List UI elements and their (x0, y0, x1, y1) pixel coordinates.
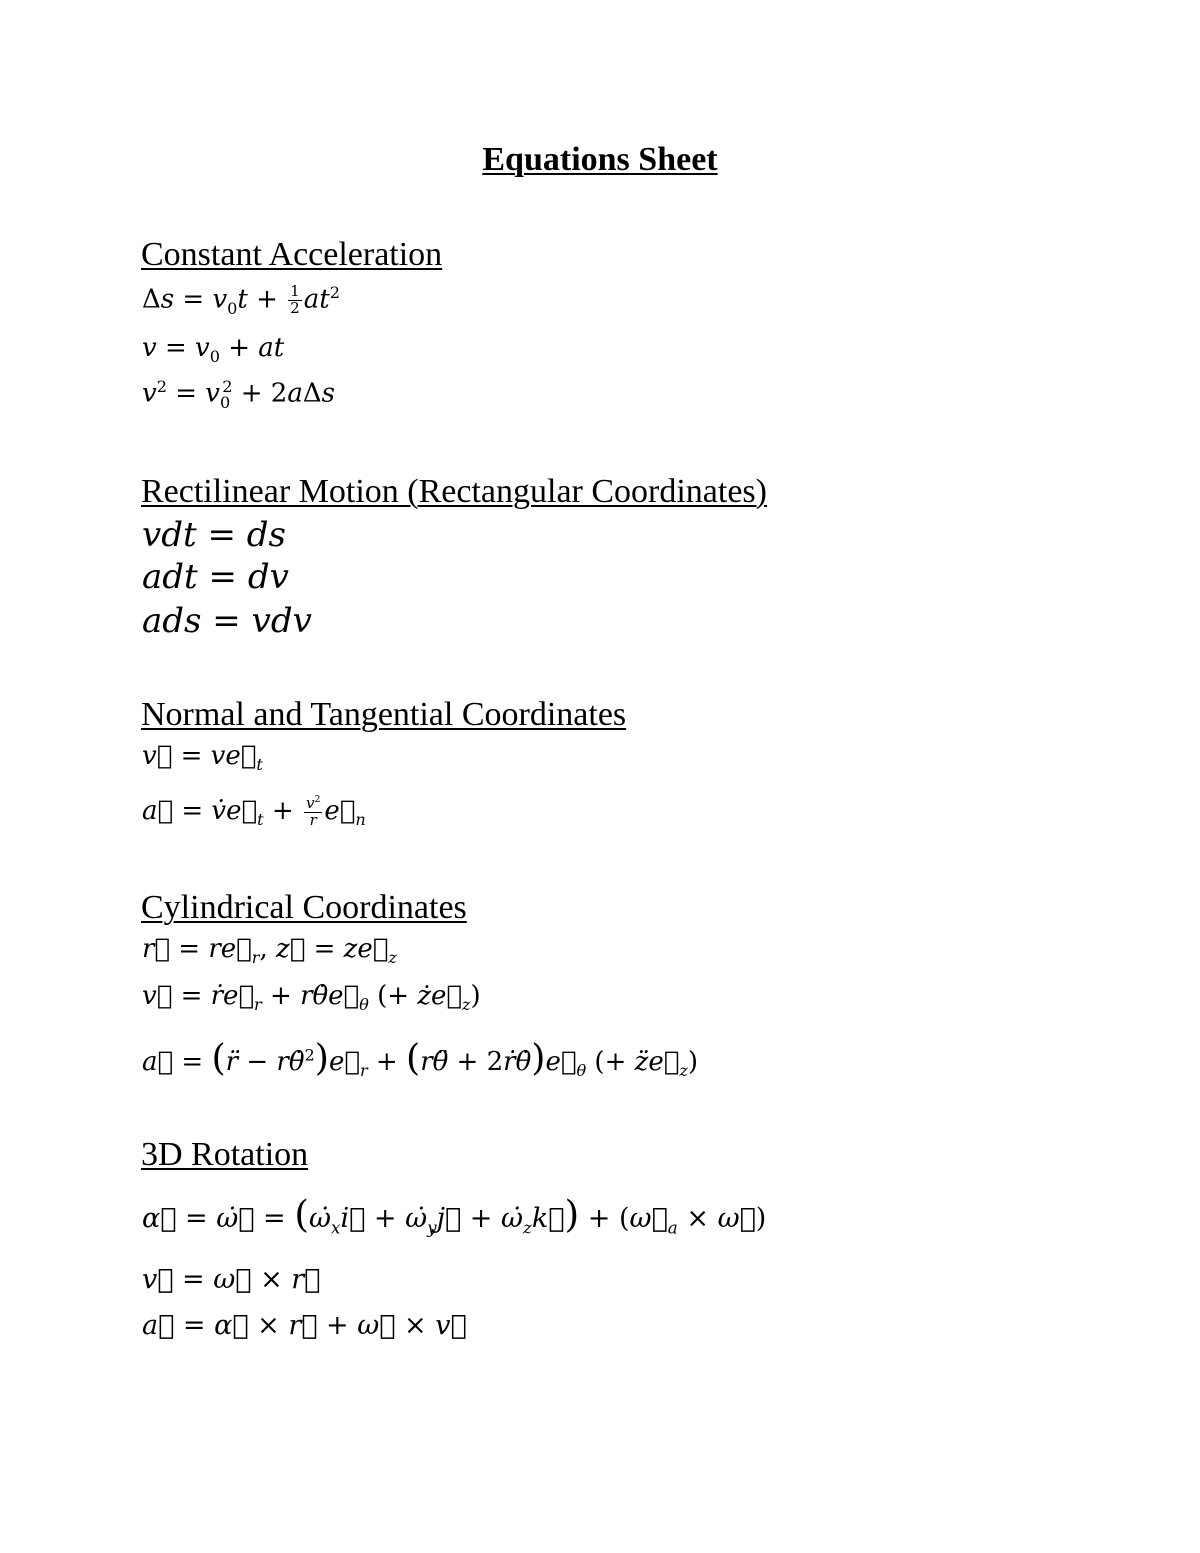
equation: $v = v_0$ + at (142, 333, 285, 367)
heading-cylindrical: Cylindrical Coordinates (141, 889, 467, 926)
equation: vdt = ds (142, 515, 286, 555)
equation: v⃗ = ω⃗ × r⃗ (142, 1264, 321, 1295)
equation: $\Delta s = v_0t$ + $\frac{1}{2}$ $at^2$ (142, 282, 340, 318)
equation: a⃗ = α⃗ × r⃗ + ω⃗ × v⃗ (142, 1310, 467, 1341)
equation: v⃗ = $ṙe⃗_r$ + $r\thetȧe⃗_\theta$ (+ $że⃗_z$) (142, 981, 481, 1015)
equation: α⃗ = ω̇⃗ = ($\omegȧ_xi⃗$ + $\omegȧ_yj⃗$ + $\omegȧ_zk⃗$) + ($\omega⃗_a$ × ω⃗) (142, 1192, 767, 1238)
equation: a⃗ = (r̈ − $r\thetȧ^2)e⃗_r$ + (rθ̈ + $2ṙ\thetȧ)e⃗_\theta$ (+ $z̈e⃗_z$) (142, 1036, 698, 1081)
equation: ads = vdv (142, 601, 312, 641)
page-title: Equations Sheet (482, 141, 718, 178)
equation: $v^2 = v_0^2 + 2a\Delta s$ (142, 377, 335, 412)
heading-constant-acceleration: Constant Acceleration (141, 236, 443, 273)
heading-normal-tangential: Normal and Tangential Coordinates (141, 696, 627, 733)
heading-rectilinear-motion: Rectilinear Motion (Rectangular Coordinates) (141, 473, 767, 510)
equation: a⃗ = $v̇e⃗_t$ + $\frac{v^2}{r}$ $e⃗_n$ (142, 794, 366, 830)
equation: r⃗ = $re⃗_r$, z⃗ = $ze⃗_z$ (142, 934, 397, 968)
heading-3d-rotation: 3D Rotation (141, 1136, 309, 1173)
equation: adt = dv (142, 557, 289, 597)
equation: v⃗ = $ve⃗_t$ (142, 741, 263, 775)
